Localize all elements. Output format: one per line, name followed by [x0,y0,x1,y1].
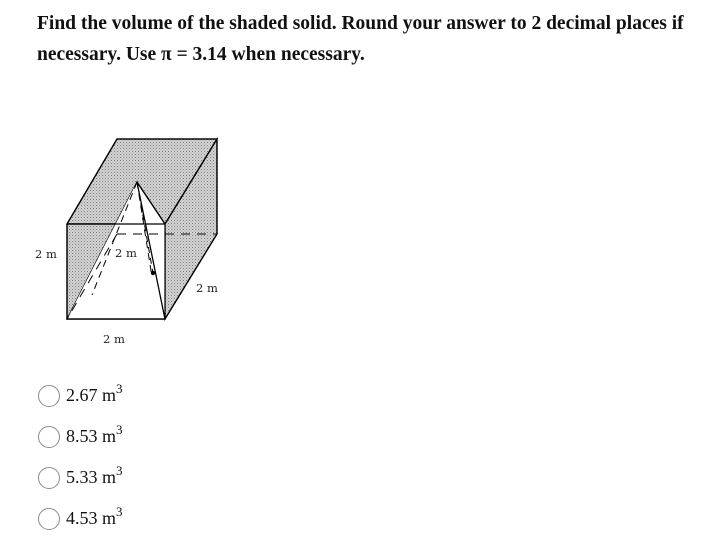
choice-label: 8.53 $m^3$ [66,421,123,446]
question-text: Find the volume of the shaded solid. Round your answer to 2 decimal places if necessary. Use π = 3.14 when necessary. [37,13,684,65]
answer-choice[interactable] [38,454,123,495]
answer-choice[interactable] [38,372,123,413]
answer-choice[interactable] [38,495,123,536]
radio-button[interactable] [38,467,60,489]
choice-label: 4.53 $m^3$ [66,503,123,528]
label-depth-right: 2 m [196,281,218,295]
label-height-left: 2 m [35,247,57,261]
label-inner-height: 2 m [115,246,137,260]
answer-choice[interactable] [38,413,123,454]
choice-label: 2.67 $m^3$ [66,380,123,405]
radio-button[interactable] [38,385,60,407]
answer-choices [38,372,123,536]
pyramid-base-center [151,271,155,275]
radio-button[interactable] [38,508,60,530]
radio-button[interactable] [38,426,60,448]
choice-label: 5.33 $m^3$ [66,462,123,487]
shaded-solid-figure [30,130,230,350]
label-width-bottom: 2 m [103,332,125,346]
